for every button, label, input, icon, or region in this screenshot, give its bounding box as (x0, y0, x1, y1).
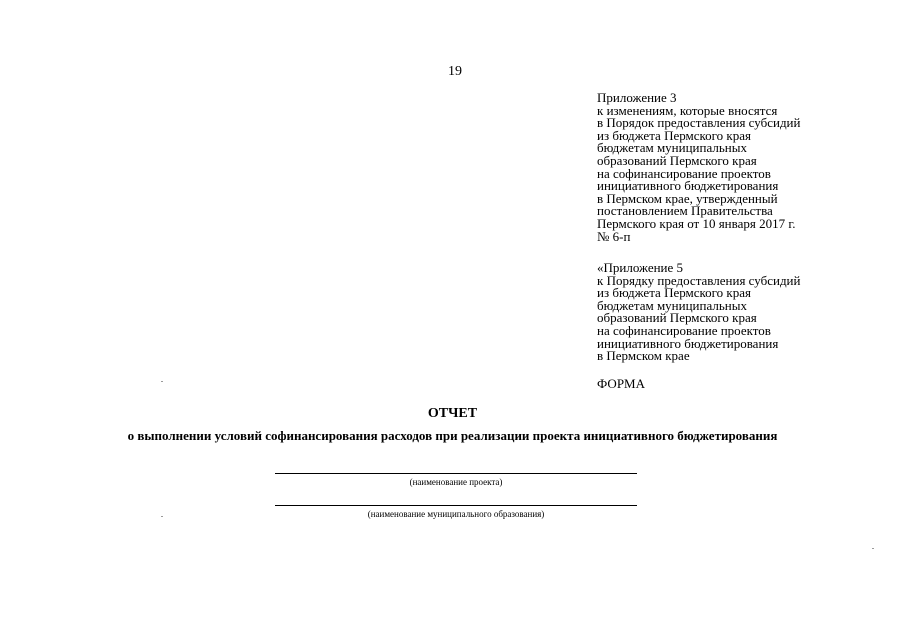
annex-3-line: образований Пермского края (597, 152, 757, 168)
annex-5-line: образований Пермского края (597, 310, 757, 326)
scan-speck (161, 516, 163, 517)
annex-3-line: бюджетам муниципальных (597, 140, 747, 156)
annex-5-line: бюджетам муниципальных (597, 297, 747, 313)
report-subtitle: о выполнении условий софинансирования расходов при реализации проекта инициативного бюджетирования (127, 428, 778, 443)
project-name-caption: (наименование проекта) (409, 477, 503, 487)
report-title: ОТЧЕТ (427, 406, 478, 421)
annex-5-line: на софинансирование проектов (597, 322, 771, 338)
annex-5-line: «Приложение 5 (597, 260, 684, 275)
annex-3-line: в Порядок предоставления субсидий (597, 115, 801, 131)
annex-3-line: инициативного бюджетирования (597, 178, 779, 194)
municipality-name-caption: (наименование муниципального образования) (367, 509, 545, 519)
annex-5-line: из бюджета Пермского края (597, 285, 752, 301)
scan-speck (161, 381, 163, 382)
annex-5-header (597, 262, 897, 363)
annex-3-line: на софинансирование проектов (597, 165, 771, 181)
annex-3-line: в Пермском крае, утвержденный (597, 190, 778, 206)
annex-3-line: к изменениям, которые вносятся (597, 102, 778, 118)
annex-3-line: № 6-п (597, 228, 631, 244)
annex-3-line: Пермского края от 10 января 2017 г. (597, 215, 796, 231)
municipality-name-line (275, 505, 637, 506)
project-name-line (275, 473, 637, 474)
annex-3-header (597, 92, 897, 243)
annex-3-line: Приложение 3 (597, 90, 677, 105)
page-number: 19 (448, 64, 462, 79)
annex-5-line: к Порядку предоставления субсидий (597, 272, 801, 288)
annex-3-line: постановлением Правительства (597, 203, 773, 219)
form-label: ФОРМА (597, 376, 645, 391)
annex-5-line: инициативного бюджетирования (597, 335, 779, 351)
annex-3-line: из бюджета Пермского края (597, 127, 752, 143)
scan-speck (872, 548, 874, 549)
annex-5-line: в Пермском крае (597, 348, 690, 364)
